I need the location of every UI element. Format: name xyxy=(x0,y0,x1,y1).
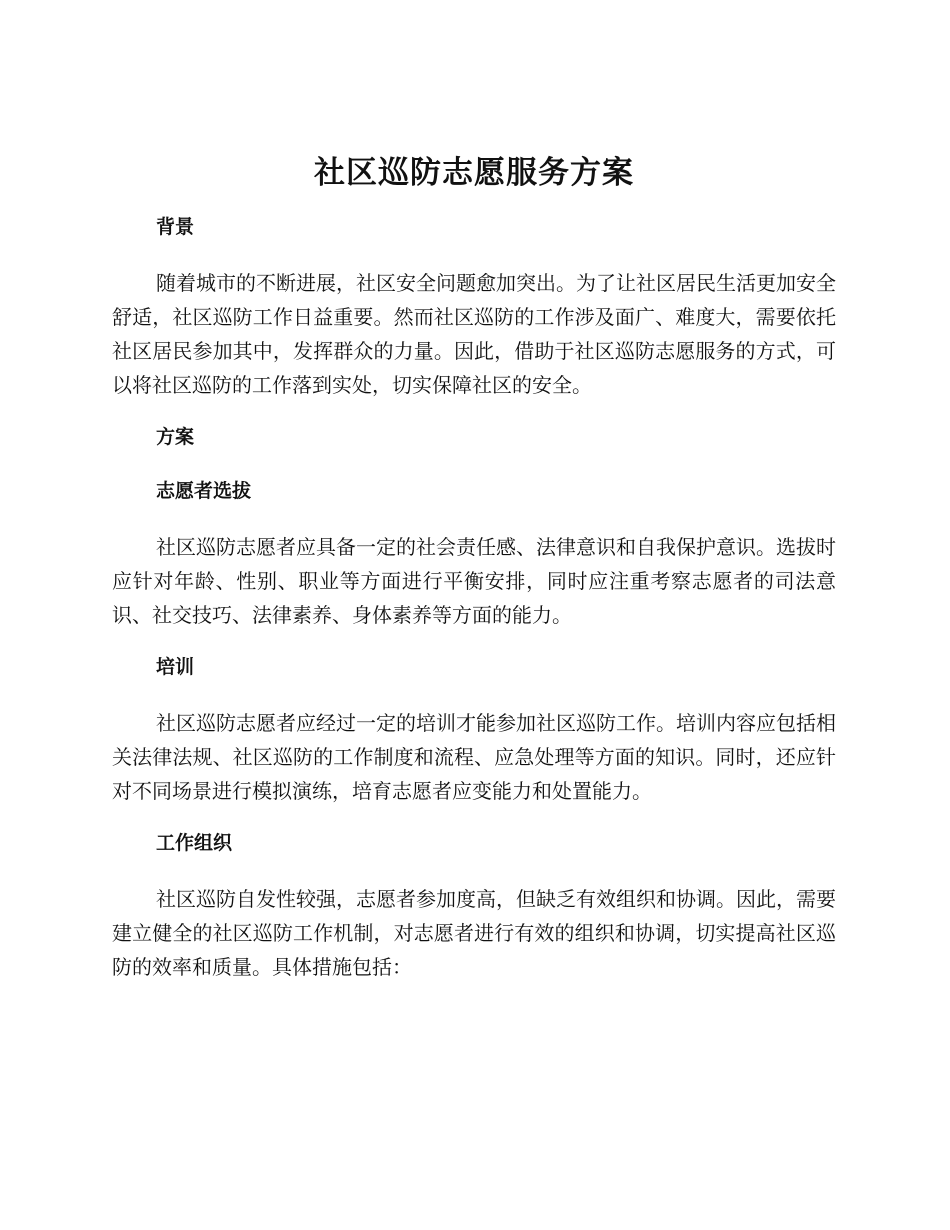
section-heading-training: 培训 xyxy=(156,656,195,678)
document-title: 社区巡防志愿服务方案 xyxy=(314,155,634,191)
section-heading-plan: 方案 xyxy=(156,426,195,448)
section-heading-volunteer-selection: 志愿者选拔 xyxy=(156,480,252,502)
section-paragraph-work-organization: 社区巡防自发性较强，志愿者参加度高，但缺乏有效组织和协调。因此，需要建立健全的社区巡防工作机制，对志愿者进行有效的组织和协调，切实提高社区巡防的效率和质量。具体措施包括： xyxy=(112,887,836,979)
section-paragraph-training: 社区巡防志愿者应经过一定的培训才能参加社区巡防工作。培训内容应包括相关法律法规、社区巡防的工作制度和流程、应急处理等方面的知识。同时，还应针对不同场景进行模拟演练，培育志愿者应变能力和处置能力。 xyxy=(112,711,836,803)
section-paragraph-volunteer-selection: 社区巡防志愿者应具备一定的社会责任感、法律意识和自我保护意识。选拔时应针对年龄、性别、职业等方面进行平衡安排，同时应注重考察志愿者的司法意识、社交技巧、法律素养、身体素养等方面的能力。 xyxy=(112,535,836,627)
document-body xyxy=(112,150,836,984)
section-paragraph-background: 随着城市的不断进展，社区安全问题愈加突出。为了让社区居民生活更加安全舒适，社区巡防工作日益重要。然而社区巡防的工作涉及面广、难度大，需要依托社区居民参加其中，发挥群众的力量。因此，借助于社区巡防志愿服务的方式，可以将社区巡防的工作落到实处，切实保障社区的安全。 xyxy=(112,271,836,397)
section-heading-background: 背景 xyxy=(156,216,195,238)
section-heading-work-organization: 工作组织 xyxy=(156,832,233,854)
